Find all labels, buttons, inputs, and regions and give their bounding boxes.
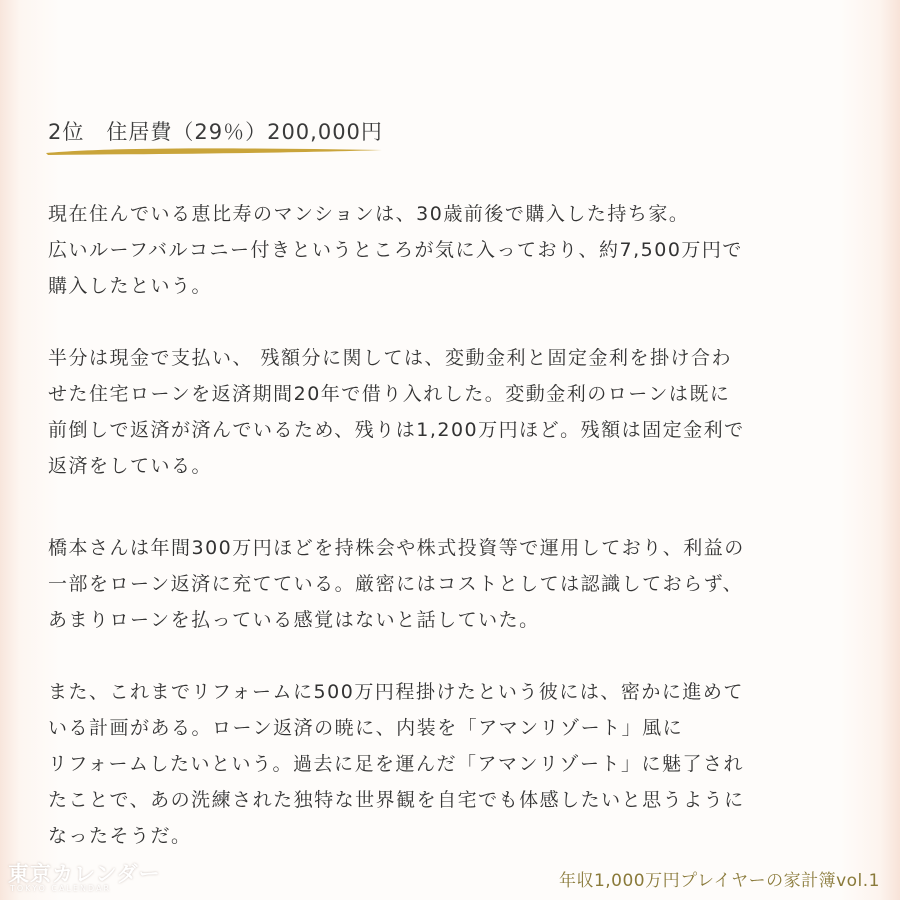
tokyo-calendar-logo [8, 858, 178, 898]
paragraph-line: 広いルーフバルコニー付きというところが気に入っており、約7,500万円で [48, 239, 743, 261]
paragraph-line: 購入したという。 [48, 275, 213, 297]
paragraph-line: 返済をしている。 [48, 455, 213, 477]
paragraph-line: 現在住んでいる恵比寿のマンションは、30歳前後で購入した持ち家。 [48, 203, 690, 225]
logo-title: 東京カレンダー [8, 862, 161, 886]
paragraph-4 [48, 674, 848, 854]
paragraph-line: 一部をローン返済に充てている。厳密にはコストとしては認識しておらず、 [48, 573, 744, 595]
paragraph-line: 橋本さんは年間300万円ほどを持株会や株式投資等で運用しており、利益の [48, 537, 745, 559]
logo-subtitle: TOKYO CALENDAR [10, 884, 112, 893]
section-heading: 2位 住居費（29％）200,000円 [48, 120, 383, 144]
paragraph-line: 半分は現金で支払い、 残額分に関しては、変動金利と固定金利を掛け合わ [48, 347, 733, 369]
paragraph-line: せた住宅ローンを返済期間20年で借り入れした。変動金利のローンは既に [48, 383, 731, 405]
paragraph-line: いる計画がある。ローン返済の暁に、内装を「アマンリゾート」風に [48, 717, 684, 739]
paragraph-1 [48, 196, 848, 304]
paragraph-line: あまりローンを払っている感覚はないと話していた。 [48, 609, 540, 631]
paragraph-2 [48, 340, 848, 484]
paragraph-line: たことで、あの洗練された独特な世界観を自宅でも体感したいと思うように [48, 789, 745, 811]
paragraph-line: なったそうだ。 [48, 825, 192, 847]
paragraph-line: 前倒しで返済が済んでいるため、残りは1,200万円ほど。残額は固定金利で [48, 419, 745, 441]
paragraph-line: また、これまでリフォームに500万円程掛けたという彼には、密かに進めて [48, 681, 744, 703]
heading-underline [44, 144, 384, 158]
paragraph-line: リフォームしたいという。過去に足を運んだ「アマンリゾート」に魅了され [48, 753, 745, 775]
series-title: 年収1,000万円プレイヤーの家計簿vol.1 [558, 871, 880, 891]
paragraph-3 [48, 530, 848, 638]
